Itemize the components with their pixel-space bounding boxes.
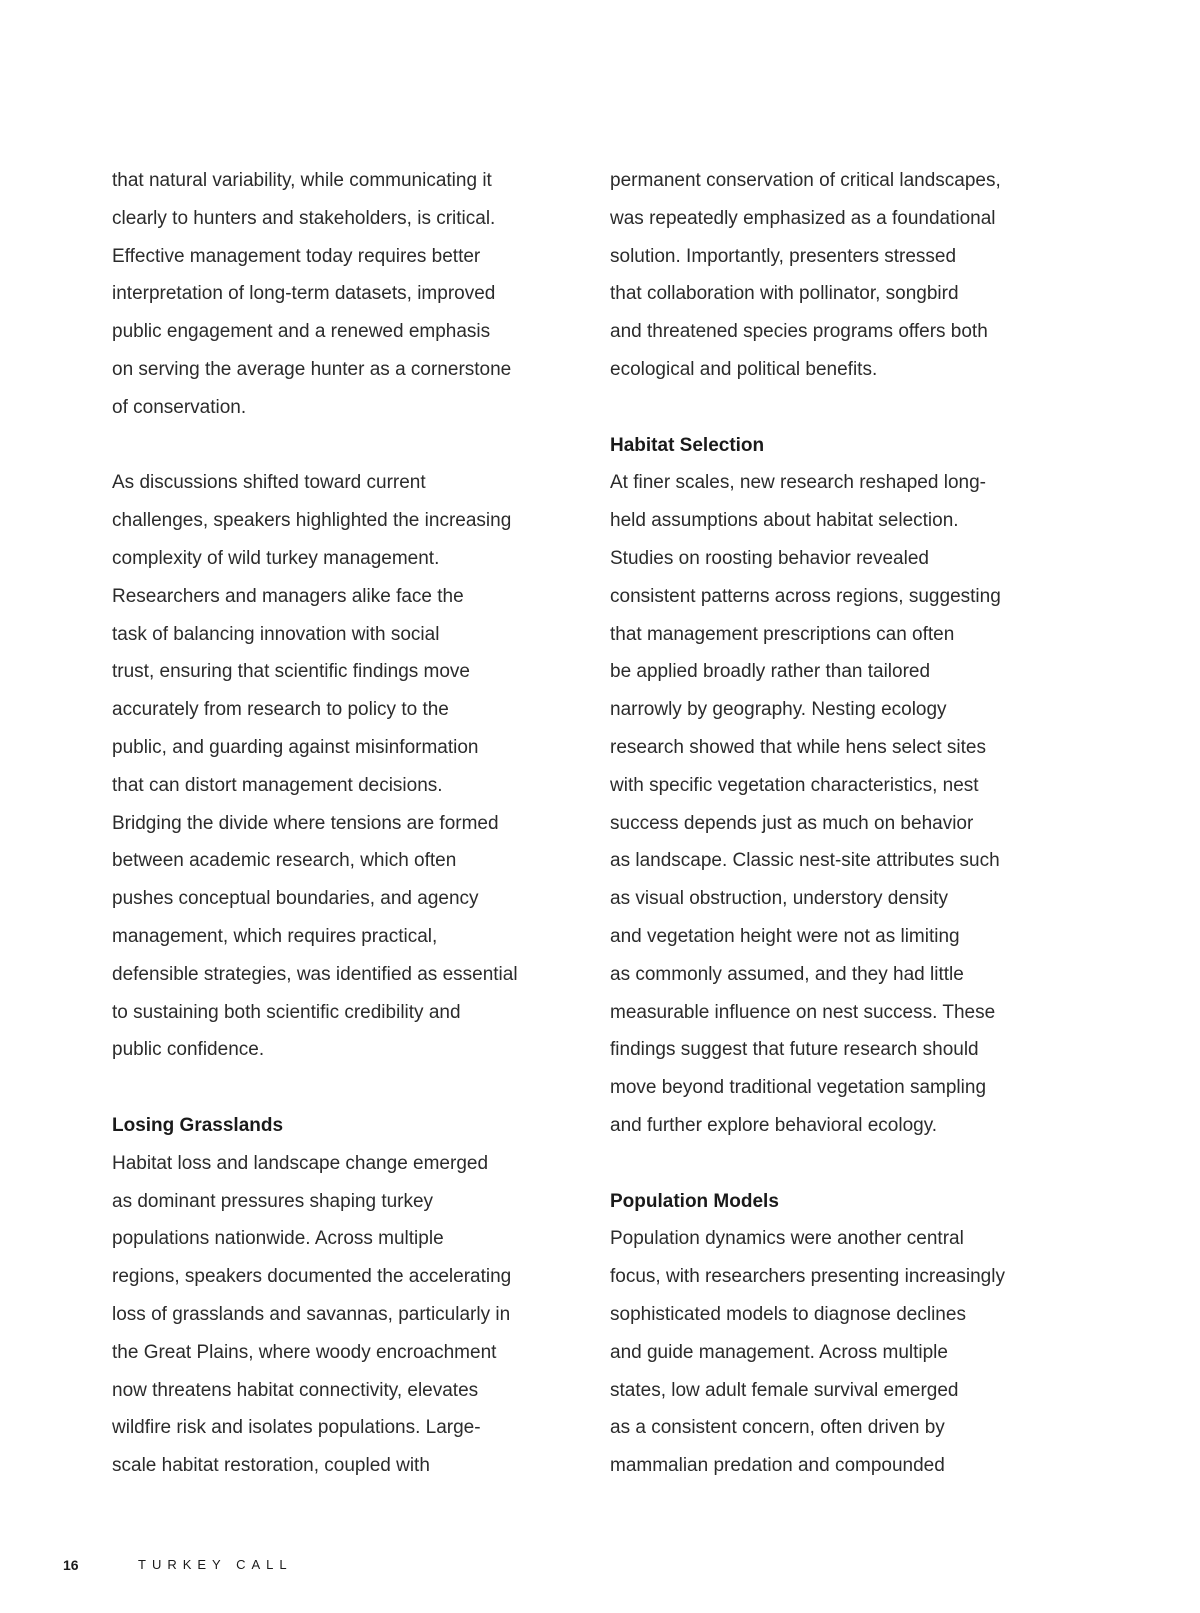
- text-line: At finer scales, new research reshaped long-: [610, 472, 986, 494]
- text-line: that collaboration with pollinator, songbird: [610, 283, 959, 305]
- text-line: loss of grasslands and savannas, particularly in: [112, 1303, 511, 1325]
- text-line: regions, speakers documented the accelerating: [112, 1266, 512, 1288]
- text-line: wildfire risk and isolates populations. Large-: [112, 1417, 481, 1439]
- text-line: Bridging the divide where tensions are formed: [112, 812, 499, 834]
- text-line: between academic research, which often: [112, 850, 457, 872]
- text-line: accurately from research to policy to the: [112, 699, 449, 721]
- text-line: and guide management. Across multiple: [610, 1341, 948, 1363]
- magazine-name: TURKEY CALL: [138, 1557, 293, 1572]
- text-line: Habitat loss and landscape change emerged: [112, 1152, 489, 1174]
- text-line: sophisticated models to diagnose declines: [610, 1303, 966, 1325]
- text-line: with specific vegetation characteristics, nest: [610, 774, 979, 796]
- text-line: as dominant pressures shaping turkey: [112, 1190, 434, 1212]
- section-heading: Population Models: [610, 1190, 779, 1212]
- text-line: held assumptions about habitat selection.: [610, 510, 959, 532]
- text-line: task of balancing innovation with social: [112, 623, 440, 645]
- text-line: to sustaining both scientific credibility and: [112, 1001, 461, 1023]
- text-line: pushes conceptual boundaries, and agency: [112, 888, 479, 910]
- text-line: Studies on roosting behavior revealed: [610, 547, 929, 569]
- right-column: [610, 162, 1080, 1485]
- text-line: mammalian predation and compounded: [610, 1455, 945, 1477]
- text-line: management, which requires practical,: [112, 925, 438, 947]
- text-line: move beyond traditional vegetation sampling: [610, 1077, 987, 1099]
- text-line: challenges, speakers highlighted the increasing: [112, 510, 512, 532]
- text-line: public engagement and a renewed emphasis: [112, 321, 491, 343]
- text-line: success depends just as much on behavior: [610, 812, 974, 834]
- text-line: defensible strategies, was identified as essential: [112, 963, 518, 985]
- section-heading: Habitat Selection: [610, 434, 765, 456]
- text-line: scale habitat restoration, coupled with: [112, 1455, 430, 1477]
- page-number: 16: [63, 1557, 79, 1573]
- section-heading: Losing Grasslands: [112, 1114, 284, 1136]
- text-line: now threatens habitat connectivity, elevates: [112, 1379, 479, 1401]
- text-line: complexity of wild turkey management.: [112, 547, 440, 569]
- text-line: populations nationwide. Across multiple: [112, 1228, 444, 1250]
- text-line: that can distort management decisions.: [112, 774, 443, 796]
- text-line: interpretation of long-term datasets, improved: [112, 283, 496, 305]
- paragraph-spacer: [610, 389, 1080, 427]
- text-line: Researchers and managers alike face the: [112, 585, 464, 607]
- left-column: [112, 162, 582, 1485]
- text-line: public confidence.: [112, 1039, 265, 1061]
- text-line: as a consistent concern, often driven by: [610, 1417, 945, 1439]
- text-line: narrowly by geography. Nesting ecology: [610, 699, 947, 721]
- text-line: was repeatedly emphasized as a foundational: [610, 207, 996, 229]
- paragraph-spacer: [610, 1145, 1080, 1183]
- text-line: and further explore behavioral ecology.: [610, 1114, 938, 1136]
- text-line: measurable influence on nest success. These: [610, 1001, 996, 1023]
- text-line: states, low adult female survival emerged: [610, 1379, 959, 1401]
- text-line: As discussions shifted toward current: [112, 472, 426, 494]
- paragraph-spacer: [112, 427, 582, 465]
- text-line: that natural variability, while communicating it: [112, 170, 492, 191]
- text-line: as commonly assumed, and they had little: [610, 963, 964, 985]
- text-line: permanent conservation of critical landscapes,: [610, 170, 1001, 191]
- text-line: as landscape. Classic nest-site attributes such: [610, 850, 1000, 872]
- text-line: that management prescriptions can often: [610, 623, 955, 645]
- text-line: trust, ensuring that scientific findings move: [112, 661, 471, 683]
- text-line: as visual obstruction, understory density: [610, 888, 948, 910]
- text-line: ecological and political benefits.: [610, 358, 878, 380]
- text-line: solution. Importantly, presenters stressed: [610, 245, 957, 267]
- text-line: Population dynamics were another central: [610, 1228, 964, 1250]
- text-line: public, and guarding against misinformation: [112, 736, 479, 758]
- text-line: and vegetation height were not as limiting: [610, 925, 960, 947]
- text-line: clearly to hunters and stakeholders, is critical.: [112, 207, 496, 229]
- text-line: on serving the average hunter as a cornerstone: [112, 358, 512, 380]
- text-line: findings suggest that future research should: [610, 1039, 979, 1061]
- text-line: focus, with researchers presenting increasingly: [610, 1266, 1005, 1288]
- text-line: of conservation.: [112, 396, 247, 418]
- text-line: be applied broadly rather than tailored: [610, 661, 931, 683]
- text-line: consistent patterns across regions, suggesting: [610, 585, 1001, 607]
- text-line: and threatened species programs offers both: [610, 321, 988, 343]
- text-line: research showed that while hens select sites: [610, 736, 986, 758]
- text-line: the Great Plains, where woody encroachment: [112, 1341, 497, 1363]
- paragraph-spacer: [112, 1069, 582, 1107]
- text-line: Effective management today requires better: [112, 245, 481, 267]
